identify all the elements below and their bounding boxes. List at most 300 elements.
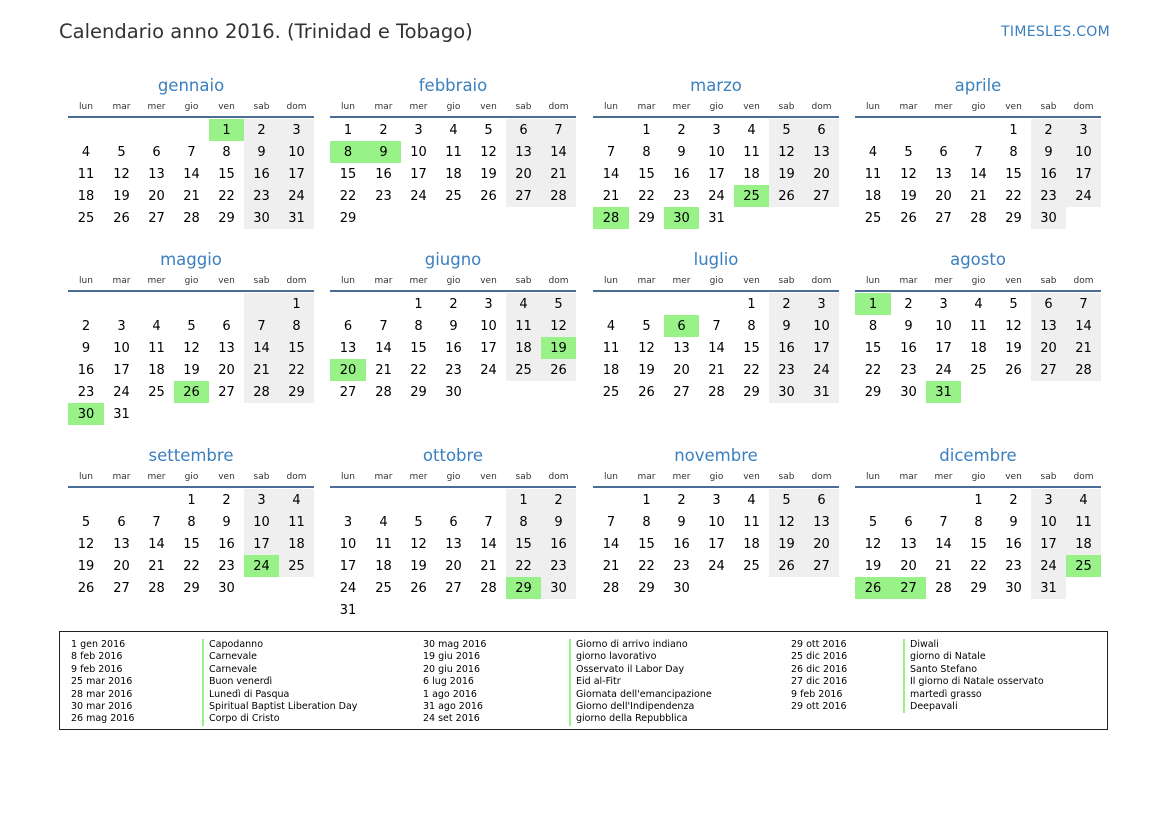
day-cell: 28	[970, 210, 987, 226]
weekday-label: gio	[446, 102, 461, 112]
day-cell: 17	[935, 340, 952, 356]
legend-date: 6 lug 2016	[423, 676, 474, 688]
day-cell: 4	[606, 318, 616, 334]
weekday-label: mar	[637, 102, 656, 112]
day-cell: 6	[117, 514, 126, 530]
weekday-label: gio	[709, 102, 724, 112]
legend-holiday: Lunedì di Pasqua	[209, 688, 290, 700]
day-cell: 28	[708, 384, 725, 400]
legend-holiday: Il giorno di Natale osservato	[910, 676, 1044, 688]
legend-date: 27 dic 2016	[791, 676, 848, 688]
day-cell: 8	[642, 514, 651, 530]
month-marzo	[593, 74, 839, 229]
day-cell: 20	[1031, 337, 1066, 359]
day-cell: 3	[712, 122, 721, 138]
day-cell: 23	[77, 384, 95, 400]
day-cell: 30	[1031, 207, 1066, 229]
weekday-label: sab	[253, 102, 270, 112]
month-gennaio	[68, 74, 314, 229]
legend-dates-col-1	[71, 639, 134, 726]
weekday-label: mar	[899, 276, 918, 286]
weekday-label: mer	[147, 102, 166, 112]
weekday-header	[68, 468, 314, 488]
day-cell: 8	[868, 318, 878, 334]
day-cell: 10	[1066, 141, 1101, 163]
day-cell: 15	[183, 536, 200, 552]
day-cell: 3	[1031, 489, 1066, 511]
holiday-day-cell: 19	[541, 337, 576, 359]
day-cell: 2	[904, 296, 913, 312]
day-cell: 8	[222, 144, 231, 160]
day-cell: 15	[1005, 166, 1022, 182]
day-cell: 11	[602, 340, 620, 356]
day-cell: 13	[218, 340, 235, 356]
day-cell: 14	[1066, 315, 1101, 337]
empty-cell	[664, 293, 699, 315]
day-cell: 25	[506, 359, 541, 381]
day-cell: 20	[445, 558, 462, 574]
weekday-label: ven	[480, 276, 497, 286]
holiday-day-cell: 26	[855, 577, 891, 599]
weekday-label: sab	[515, 276, 532, 286]
day-cell: 5	[769, 489, 804, 511]
day-cell: 1	[279, 293, 314, 315]
empty-cell	[174, 119, 209, 141]
day-cell: 12	[77, 536, 95, 552]
day-cell: 6	[804, 489, 839, 511]
weekday-label: mer	[672, 276, 691, 286]
day-cell: 3	[343, 514, 353, 530]
day-cell: 15	[864, 340, 882, 356]
weekday-label: lun	[341, 102, 355, 112]
day-cell: 23	[769, 359, 804, 381]
month-name: novembre	[674, 446, 758, 465]
day-cell: 29	[218, 210, 235, 226]
day-cell: 30	[244, 207, 279, 229]
legend-holiday: Eid al-Fitr	[576, 676, 621, 688]
day-cell: 7	[244, 315, 279, 337]
day-cell: 4	[974, 296, 983, 312]
day-cell: 28	[148, 580, 165, 596]
day-cell: 29	[638, 210, 655, 226]
day-cell: 21	[148, 558, 165, 574]
weekday-label: mar	[374, 472, 393, 482]
day-cell: 13	[804, 141, 839, 163]
empty-cell	[139, 293, 174, 315]
empty-cell	[593, 119, 629, 141]
holiday-legend	[59, 631, 1108, 730]
day-cell: 8	[506, 511, 541, 533]
legend-date: 30 mag 2016	[423, 639, 487, 650]
month-name: marzo	[690, 76, 742, 95]
legend-holiday: giorno lavorativo	[576, 651, 657, 663]
weekday-label: sab	[253, 472, 270, 482]
day-grid	[68, 119, 314, 229]
day-grid	[855, 293, 1101, 403]
month-name: luglio	[693, 250, 739, 269]
day-cell: 18	[506, 337, 541, 359]
day-cell: 27	[673, 384, 690, 400]
empty-cell	[139, 489, 174, 511]
weekday-label: sab	[1040, 276, 1057, 286]
day-cell: 11	[445, 144, 462, 160]
day-cell: 2	[541, 489, 576, 511]
weekday-header	[68, 272, 314, 292]
legend-holiday: Deepavali	[910, 700, 958, 712]
weekday-label: mer	[409, 472, 428, 482]
day-cell: 24	[339, 580, 357, 596]
day-cell: 4	[379, 514, 388, 530]
day-cell: 25	[148, 384, 165, 400]
day-cell: 2	[379, 122, 388, 138]
day-cell: 21	[970, 188, 987, 204]
legend-date: 24 set 2016	[423, 713, 480, 725]
day-cell: 6	[152, 144, 161, 160]
day-cell: 29	[743, 384, 760, 400]
day-cell: 8	[187, 514, 196, 530]
legend-holiday: Carnevale	[209, 663, 257, 675]
month-novembre	[593, 444, 839, 599]
day-cell: 20	[673, 362, 690, 378]
day-cell: 21	[1066, 337, 1101, 359]
day-cell: 23	[900, 362, 917, 378]
month-ottobre	[330, 444, 576, 621]
day-cell: 31	[339, 602, 357, 618]
day-cell: 13	[113, 536, 130, 552]
day-cell: 7	[484, 514, 493, 530]
day-cell: 15	[970, 536, 987, 552]
day-cell: 12	[480, 144, 497, 160]
legend-date: 1 ago 2016	[423, 688, 477, 700]
day-cell: 12	[638, 340, 655, 356]
day-cell: 27	[445, 580, 462, 596]
day-cell: 21	[708, 362, 725, 378]
day-cell: 22	[339, 188, 357, 204]
legend-holiday: Giorno di arrivo indiano	[576, 639, 688, 650]
day-cell: 31	[279, 207, 314, 229]
day-cell: 31	[804, 381, 839, 403]
holiday-day-cell: 1	[855, 293, 891, 315]
day-cell: 12	[769, 141, 804, 163]
day-cell: 5	[769, 119, 804, 141]
day-cell: 5	[484, 122, 493, 138]
day-cell: 20	[935, 188, 952, 204]
day-cell: 10	[410, 144, 427, 160]
month-name: febbraio	[418, 76, 488, 95]
day-cell: 27	[148, 210, 165, 226]
day-cell: 8	[747, 318, 756, 334]
day-cell: 22	[506, 555, 541, 577]
month-name: dicembre	[939, 446, 1017, 465]
day-cell: 27	[506, 185, 541, 207]
day-cell: 7	[1066, 293, 1101, 315]
day-cell: 27	[804, 555, 839, 577]
day-cell: 15	[506, 533, 541, 555]
day-cell: 11	[279, 511, 314, 533]
day-cell: 17	[113, 362, 130, 378]
empty-cell	[139, 119, 174, 141]
holiday-day-cell: 30	[664, 207, 699, 229]
day-cell: 27	[804, 185, 839, 207]
holiday-day-cell: 9	[366, 141, 401, 163]
brand-logo[interactable]: TIMESLES.COM	[1001, 24, 1110, 40]
day-cell: 24	[804, 359, 839, 381]
day-cell: 28	[602, 580, 620, 596]
day-cell: 16	[77, 362, 95, 378]
day-cell: 6	[449, 514, 458, 530]
day-cell: 19	[769, 533, 804, 555]
day-cell: 5	[642, 318, 651, 334]
day-cell: 29	[339, 210, 357, 226]
day-cell: 8	[642, 144, 651, 160]
day-cell: 30	[445, 384, 462, 400]
weekday-label: lun	[604, 472, 618, 482]
empty-cell	[855, 489, 891, 511]
day-cell: 21	[375, 362, 392, 378]
holiday-day-cell: 8	[330, 141, 366, 163]
weekday-label: dom	[1073, 472, 1094, 482]
day-cell: 26	[769, 185, 804, 207]
empty-cell	[401, 489, 436, 511]
legend-holiday: Giornata dell'emancipazione	[576, 688, 712, 700]
empty-cell	[593, 293, 629, 315]
day-cell: 4	[868, 144, 878, 160]
day-cell: 23	[1031, 185, 1066, 207]
day-cell: 10	[244, 511, 279, 533]
weekday-label: dom	[286, 276, 307, 286]
day-cell: 2	[244, 119, 279, 141]
day-cell: 22	[638, 188, 655, 204]
legend-names-col-2	[569, 639, 712, 726]
day-cell: 21	[480, 558, 497, 574]
weekday-label: gio	[446, 276, 461, 286]
day-grid	[68, 293, 314, 425]
day-cell: 17	[708, 536, 725, 552]
page-title: Calendario anno 2016. (Trinidad e Tobago)	[59, 20, 473, 43]
day-cell: 12	[113, 166, 130, 182]
holiday-day-cell: 27	[891, 577, 926, 599]
day-cell: 11	[743, 514, 760, 530]
legend-holiday: Santo Stefano	[910, 663, 978, 675]
day-cell: 17	[1031, 533, 1066, 555]
empty-cell	[104, 489, 139, 511]
legend-date: 30 mar 2016	[71, 700, 133, 712]
day-grid	[593, 489, 839, 599]
holiday-day-cell: 31	[926, 381, 961, 403]
day-cell: 23	[673, 558, 690, 574]
weekday-label: mar	[899, 102, 918, 112]
holiday-day-cell: 25	[1066, 555, 1101, 577]
weekday-label: gio	[971, 102, 986, 112]
day-grid	[330, 489, 576, 621]
day-cell: 18	[279, 533, 314, 555]
day-cell: 23	[218, 558, 235, 574]
day-cell: 12	[1005, 318, 1022, 334]
weekday-header	[593, 468, 839, 488]
empty-cell	[436, 489, 471, 511]
day-cell: 3	[244, 489, 279, 511]
day-grid	[593, 293, 839, 403]
day-cell: 14	[480, 536, 497, 552]
empty-cell	[926, 489, 961, 511]
holiday-day-cell: 24	[244, 555, 279, 577]
day-cell: 15	[638, 536, 655, 552]
day-cell: 16	[244, 163, 279, 185]
day-cell: 13	[445, 536, 462, 552]
day-cell: 6	[222, 318, 231, 334]
holiday-day-cell: 30	[68, 403, 104, 425]
legend-date: 29 ott 2016	[791, 639, 847, 650]
month-aprile	[855, 74, 1101, 229]
day-cell: 13	[804, 511, 839, 533]
day-cell: 7	[606, 144, 616, 160]
weekday-label: ven	[743, 276, 760, 286]
weekday-label: ven	[1005, 276, 1022, 286]
day-cell: 17	[804, 337, 839, 359]
day-cell: 17	[1066, 163, 1101, 185]
empty-cell	[699, 293, 734, 315]
day-cell: 6	[939, 144, 948, 160]
day-cell: 9	[1031, 141, 1066, 163]
day-cell: 5	[541, 293, 576, 315]
day-cell: 21	[602, 558, 620, 574]
weekday-header	[855, 272, 1101, 292]
weekday-label: mar	[112, 276, 131, 286]
legend-holiday: Diwali	[910, 639, 939, 650]
day-cell: 31	[1031, 577, 1066, 599]
weekday-label: mer	[934, 276, 953, 286]
legend-holiday: Osservato il Labor Day	[576, 663, 685, 675]
legend-date: 1 gen 2016	[71, 639, 126, 650]
day-cell: 20	[218, 362, 235, 378]
weekday-label: lun	[866, 102, 880, 112]
day-cell: 21	[244, 359, 279, 381]
day-cell: 16	[445, 340, 462, 356]
weekday-label: ven	[1005, 102, 1022, 112]
day-grid	[330, 293, 576, 403]
day-cell: 21	[541, 163, 576, 185]
day-cell: 16	[375, 166, 392, 182]
day-cell: 30	[1005, 580, 1022, 596]
day-cell: 21	[183, 188, 200, 204]
legend-date: 26 dic 2016	[791, 663, 848, 675]
day-grid	[330, 119, 576, 229]
day-cell: 10	[113, 340, 130, 356]
day-cell: 24	[935, 362, 952, 378]
legend-holiday: Giorno dell'Indipendenza	[576, 700, 695, 712]
weekday-header	[855, 98, 1101, 118]
day-cell: 5	[117, 144, 126, 160]
empty-cell	[104, 119, 139, 141]
day-cell: 3	[414, 122, 423, 138]
day-cell: 25	[864, 210, 882, 226]
day-cell: 25	[445, 188, 462, 204]
day-cell: 4	[506, 293, 541, 315]
day-cell: 14	[541, 141, 576, 163]
day-cell: 10	[935, 318, 952, 334]
day-cell: 26	[638, 384, 655, 400]
day-cell: 5	[414, 514, 423, 530]
legend-date: 31 ago 2016	[423, 700, 483, 712]
weekday-label: sab	[778, 472, 795, 482]
weekday-header	[593, 98, 839, 118]
legend-holiday: martedì grasso	[910, 688, 982, 700]
day-cell: 31	[708, 210, 725, 226]
weekday-label: ven	[480, 472, 497, 482]
day-cell: 24	[410, 188, 427, 204]
weekday-label: mar	[374, 102, 393, 112]
day-cell: 19	[183, 362, 200, 378]
day-cell: 25	[375, 580, 392, 596]
day-cell: 28	[935, 580, 952, 596]
day-cell: 19	[900, 188, 917, 204]
day-cell: 21	[935, 558, 952, 574]
day-cell: 7	[712, 318, 721, 334]
day-cell: 4	[152, 318, 161, 334]
weekday-label: lun	[866, 276, 880, 286]
weekday-label: sab	[778, 102, 795, 112]
day-cell: 22	[1005, 188, 1022, 204]
day-cell: 20	[804, 163, 839, 185]
legend-date: 29 ott 2016	[791, 700, 847, 712]
day-cell: 22	[410, 362, 427, 378]
day-cell: 7	[187, 144, 196, 160]
day-cell: 16	[1031, 163, 1066, 185]
day-cell: 2	[1009, 492, 1018, 508]
day-cell: 14	[244, 337, 279, 359]
day-cell: 24	[279, 185, 314, 207]
day-cell: 8	[414, 318, 423, 334]
day-cell: 1	[642, 122, 651, 138]
day-cell: 16	[541, 533, 576, 555]
day-cell: 4	[747, 492, 756, 508]
weekday-label: lun	[604, 276, 618, 286]
weekday-label: mar	[112, 102, 131, 112]
day-cell: 18	[1066, 533, 1101, 555]
day-cell: 11	[77, 166, 95, 182]
day-cell: 28	[480, 580, 497, 596]
weekday-label: dom	[811, 102, 832, 112]
day-cell: 4	[81, 144, 91, 160]
weekday-label: mer	[409, 102, 428, 112]
day-cell: 6	[804, 119, 839, 141]
day-cell: 25	[970, 362, 987, 378]
legend-date: 25 mar 2016	[71, 676, 133, 688]
day-cell: 10	[339, 536, 357, 552]
weekday-label: mer	[147, 276, 166, 286]
empty-cell	[891, 489, 926, 511]
legend-holiday: Corpo di Cristo	[209, 713, 280, 725]
day-cell: 22	[743, 362, 760, 378]
day-cell: 5	[1009, 296, 1018, 312]
weekday-label: gio	[971, 472, 986, 482]
legend-date: 9 feb 2016	[71, 663, 123, 675]
day-grid	[855, 119, 1101, 229]
month-giugno	[330, 248, 576, 403]
day-cell: 1	[414, 296, 423, 312]
day-cell: 13	[339, 340, 357, 356]
day-cell: 12	[183, 340, 200, 356]
day-cell: 19	[864, 558, 882, 574]
legend-holiday: giorno della Repubblica	[576, 713, 688, 725]
day-cell: 3	[279, 119, 314, 141]
weekday-label: sab	[253, 276, 270, 286]
day-cell: 1	[747, 296, 756, 312]
legend-dates-col-2	[423, 639, 486, 726]
day-cell: 27	[339, 384, 357, 400]
day-cell: 12	[900, 166, 917, 182]
legend-holiday: Spiritual Baptist Liberation Day	[209, 700, 358, 712]
